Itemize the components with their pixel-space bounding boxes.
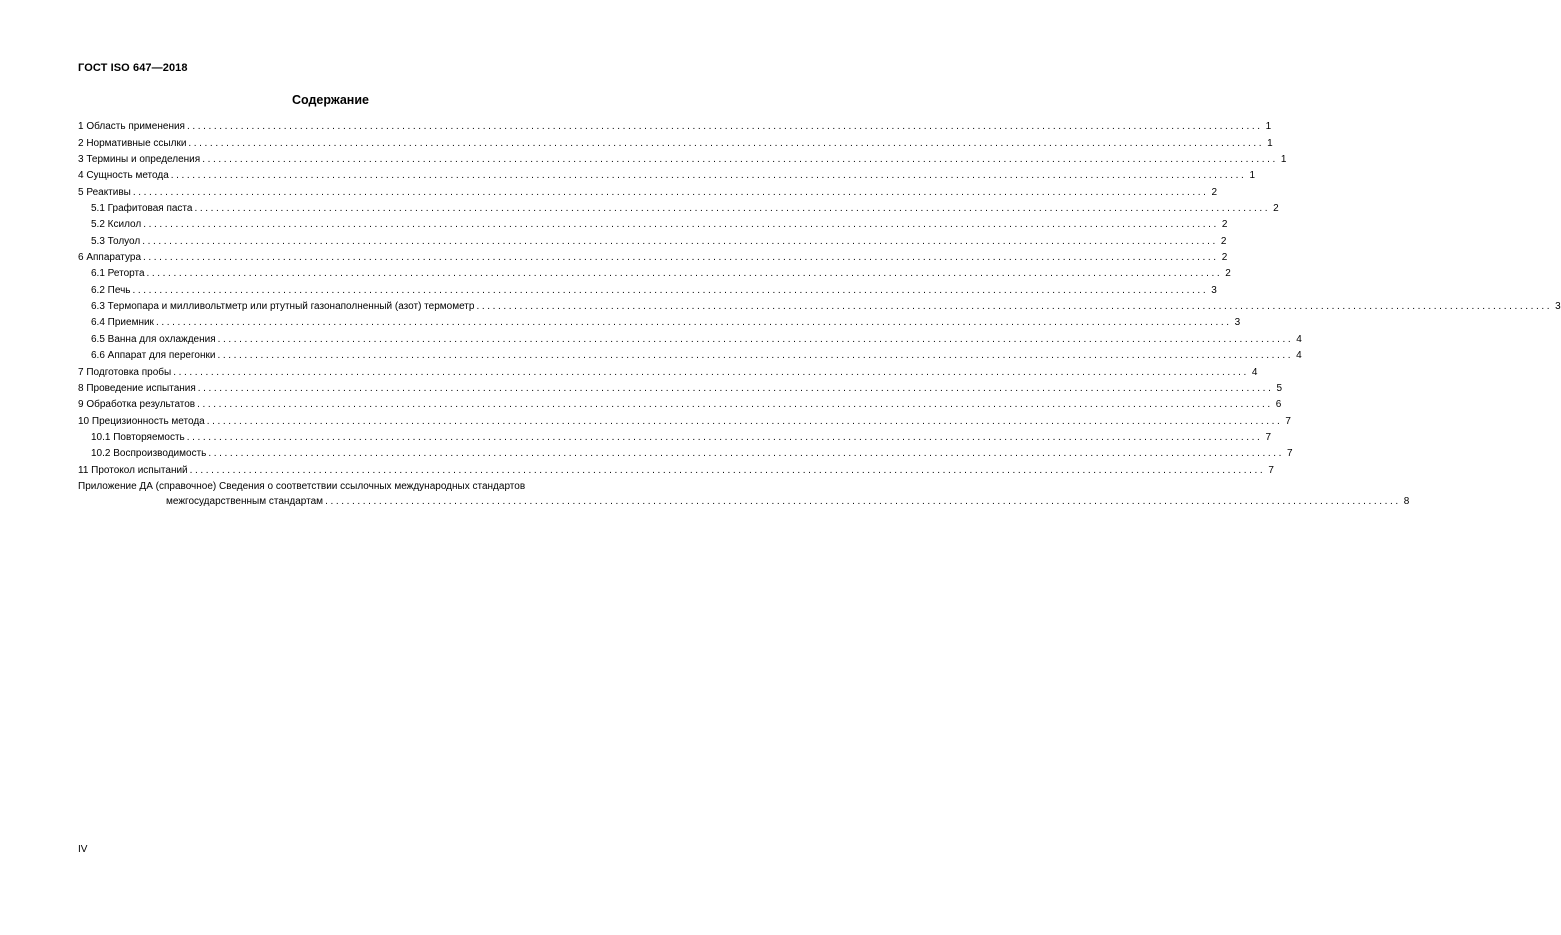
- toc-dot-leader: ........................................................................................................................................................................................................: [146, 268, 1223, 280]
- toc-entry-page: 7: [1285, 415, 1291, 427]
- document-header: ГОСТ ISO 647—2018: [78, 62, 188, 74]
- toc-dot-leader: ........................................................................................................................................................................................................: [186, 121, 1263, 133]
- toc-entry-label: 5 Реактивы: [78, 186, 131, 198]
- toc-entry-label: 10.2 Воспроизводимость: [91, 448, 207, 460]
- toc-dot-leader: ........................................................................................................................................................................................................: [143, 252, 1219, 264]
- toc-entry-label: 1 Область применения: [78, 121, 185, 133]
- toc-entry[interactable]: [78, 315, 1241, 331]
- toc-dot-leader: ........................................................................................................................................................................................................: [173, 366, 1249, 378]
- toc-dot-leader: ........................................................................................................................................................................................................: [170, 170, 1247, 182]
- toc-dot-leader: ........................................................................................................................................................................................................: [476, 301, 1553, 313]
- toc-dot-leader: ........................................................................................................................................................................................................: [206, 415, 1283, 427]
- toc-entry-page: 5: [1276, 382, 1283, 394]
- toc-entry-page: 2: [1211, 186, 1218, 198]
- toc-entry-page: 1: [1249, 170, 1255, 182]
- toc-entry-label: 2 Нормативные ссылки: [78, 137, 187, 149]
- toc-entry-page: 7: [1287, 448, 1293, 460]
- toc-entry-page: 3: [1211, 284, 1217, 296]
- toc-entry[interactable]: [78, 217, 1228, 233]
- page-number: IV: [78, 844, 88, 855]
- toc-entry-label: 6.6 Аппарат для перегонки: [91, 350, 216, 362]
- toc-entry[interactable]: [78, 381, 1283, 397]
- toc-dot-leader: ........................................................................................................................................................................................................: [186, 431, 1263, 443]
- toc-entry[interactable]: [78, 430, 1271, 446]
- toc-title: Содержание: [291, 93, 369, 107]
- toc-entry[interactable]: [78, 397, 1282, 413]
- toc-entry-label: 10.1 Повторяемость: [91, 431, 185, 443]
- toc-entry-label: 6 Аппаратура: [78, 252, 142, 264]
- toc-entry-label: 6.5 Ванна для охлаждения: [91, 333, 216, 345]
- toc-entry-label: 6.1 Реторта: [91, 268, 145, 280]
- toc-entry-appendix[interactable]: [78, 479, 1410, 509]
- toc-entry[interactable]: [78, 266, 1231, 282]
- toc-appendix-title: Приложение ДА (справочное) Сведения о соответствии ссылочных международных стандартов: [78, 480, 526, 492]
- toc-entry-label: 10 Прецизионность метода: [78, 415, 205, 427]
- toc-dot-leader: ........................................................................................................................................................................................................: [155, 317, 1232, 329]
- toc-dot-leader: ........................................................................................................................................................................................................: [208, 448, 1285, 460]
- toc-entry[interactable]: [78, 331, 1302, 347]
- toc-entry-page: 1: [1267, 137, 1273, 149]
- toc-dot-leader: ........................................................................................................................................................................................................: [188, 137, 1265, 149]
- toc-dot-leader: ........................................................................................................................................................................................................: [189, 464, 1266, 476]
- toc-entry-page: 6: [1275, 399, 1282, 411]
- table-of-contents: [78, 119, 1561, 509]
- toc-entry-label: 11 Протокол испытаний: [78, 464, 188, 476]
- toc-entry[interactable]: [78, 348, 1302, 364]
- toc-entry-page: 8: [1403, 495, 1410, 507]
- toc-dot-leader: ........................................................................................................................................................................................................: [202, 154, 1278, 166]
- toc-entry[interactable]: [78, 299, 1561, 315]
- toc-entry-label: 3 Термины и определения: [78, 154, 201, 166]
- toc-entry-label: 5.3 Толуол: [91, 235, 141, 247]
- toc-entry-page: 2: [1221, 252, 1228, 264]
- toc-entry-label: 7 Подготовка пробы: [78, 366, 172, 378]
- toc-entry[interactable]: [78, 233, 1227, 249]
- toc-entry[interactable]: [78, 184, 1218, 200]
- toc-entry[interactable]: [78, 119, 1272, 135]
- toc-entry[interactable]: [78, 413, 1291, 429]
- toc-appendix-continuation: [78, 495, 1410, 509]
- toc-dot-leader: ........................................................................................................................................................................................................: [217, 333, 1294, 345]
- toc-entry-page: 1: [1280, 154, 1287, 166]
- toc-entry[interactable]: [78, 250, 1228, 266]
- toc-entry-page: 1: [1265, 121, 1272, 133]
- toc-entry[interactable]: [78, 364, 1258, 380]
- toc-entry-page: 4: [1296, 333, 1302, 345]
- toc-dot-leader: ........................................................................................................................................................................................................: [197, 399, 1273, 411]
- toc-entry[interactable]: [78, 135, 1273, 151]
- toc-entry-page: 2: [1225, 268, 1231, 280]
- toc-entry[interactable]: [78, 152, 1287, 168]
- toc-entry-page: 2: [1221, 219, 1228, 231]
- toc-entry-page: 3: [1234, 317, 1241, 329]
- toc-dot-leader: ........................................................................................................................................................................................................: [194, 203, 1271, 215]
- toc-entry-label: 6.4 Приемник: [91, 317, 154, 329]
- toc-dot-leader: ........................................................................................................................................................................................................: [143, 219, 1219, 231]
- toc-entry-label: 8 Проведение испытания: [78, 382, 196, 394]
- toc-entry-label: 6.3 Термопара и милливольтметр или ртутный газонаполненный (азот) термометр: [91, 301, 475, 313]
- toc-appendix-label: межгосударственным стандартам: [166, 495, 324, 507]
- toc-entry-page: 7: [1265, 431, 1271, 443]
- toc-dot-leader: ........................................................................................................................................................................................................: [325, 495, 1401, 507]
- toc-dot-leader: ........................................................................................................................................................................................................: [142, 235, 1218, 247]
- toc-entry-label: 9 Обработка результатов: [78, 399, 196, 411]
- toc-dot-leader: ........................................................................................................................................................................................................: [197, 382, 1274, 394]
- toc-entry-page: 2: [1220, 235, 1227, 247]
- toc-entry-page: 3: [1555, 301, 1561, 313]
- toc-dot-leader: ........................................................................................................................................................................................................: [217, 350, 1294, 362]
- toc-dot-leader: ........................................................................................................................................................................................................: [132, 186, 1209, 198]
- toc-entry[interactable]: [78, 282, 1217, 298]
- toc-entry-page: 7: [1268, 464, 1274, 476]
- toc-entry-label: 5.2 Ксилол: [91, 219, 142, 231]
- toc-entry[interactable]: [78, 446, 1293, 462]
- toc-entry-label: 4 Сущность метода: [78, 170, 169, 182]
- toc-entry[interactable]: [78, 168, 1255, 184]
- toc-entry-label: 6.2 Печь: [91, 284, 131, 296]
- toc-entry[interactable]: [78, 462, 1274, 478]
- toc-entry-label: 5.1 Графитовая паста: [91, 203, 193, 215]
- toc-entry-page: 2: [1273, 203, 1279, 215]
- toc-dot-leader: ........................................................................................................................................................................................................: [132, 284, 1209, 296]
- toc-entry-page: 4: [1251, 366, 1258, 378]
- toc-entry-page: 4: [1296, 350, 1302, 362]
- toc-entry[interactable]: [78, 201, 1279, 217]
